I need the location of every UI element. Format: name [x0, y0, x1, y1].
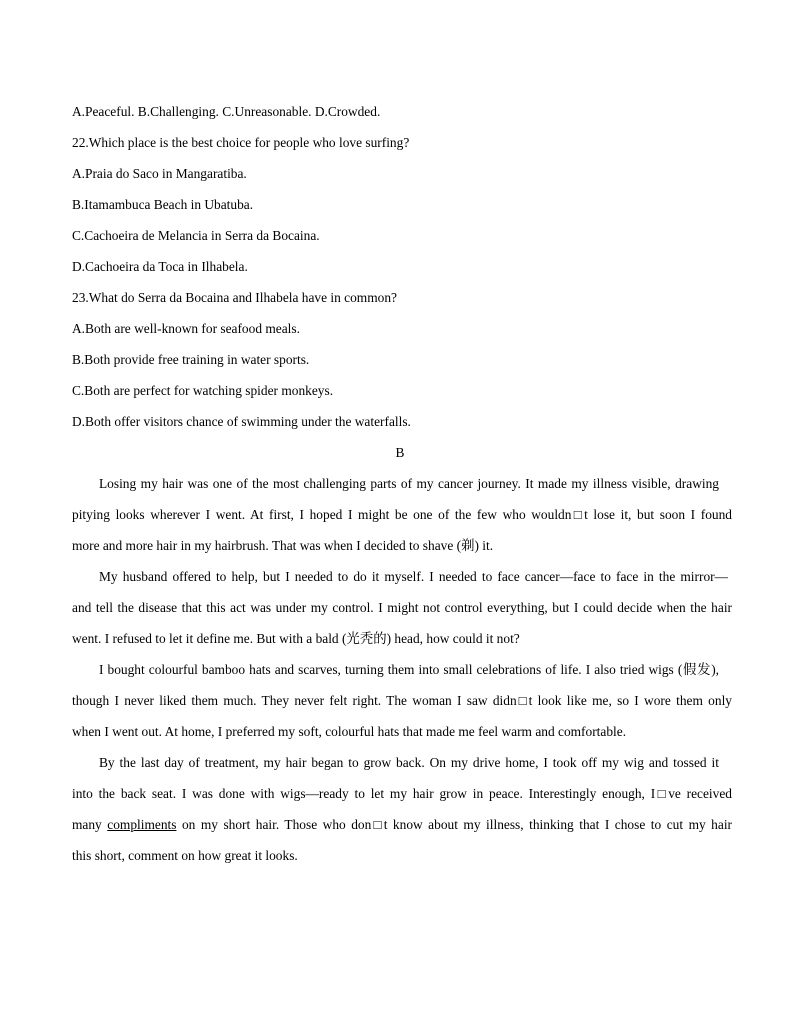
q23-option-c: C.Both are perfect for watching spider monkeys. [72, 383, 334, 398]
underlined-word-compliments: compliments [107, 817, 177, 832]
q23-question: 23.What do Serra da Bocaina and Ilhabela have in common? [72, 290, 397, 305]
q22-question: 22.Which place is the best choice for people who love surfing? [72, 135, 410, 150]
passage-p3-line3: when I went out. At home, I preferred my soft, colourful hats that made me feel warm and comfortable. [72, 724, 627, 739]
q23-option-a: A.Both are well-known for seafood meals. [72, 321, 300, 336]
passage-p4-line1: By the last day of treatment, my hair began to grow back. On my drive home, I took off my wig and tossed it [99, 755, 719, 770]
passage-p4-line2: into the back seat. I was done with wigs—ready to let my hair grow in peace. Interestingly enough, I□ve received [72, 786, 732, 801]
q22-option-a: A.Praia do Saco in Mangaratiba. [72, 166, 247, 181]
section-heading: B [395, 445, 405, 460]
passage-p2-line2: and tell the disease that this act was under my control. I might not control everything, but I could decide when the hair [72, 600, 732, 615]
q22-option-c: C.Cachoeira de Melancia in Serra da Bocaina. [72, 228, 320, 243]
passage-p1-line3: more and more hair in my hairbrush. That was when I decided to shave (剃) it. [72, 538, 494, 553]
passage-p4-line3-start: many [72, 817, 108, 832]
passage-p4-line4: this short, comment on how great it looks. [72, 848, 298, 863]
passage-p3-line2: though I never liked them much. They never felt right. The woman I saw didn□t look like me, so I wore them only [72, 693, 732, 708]
passage-p2-line3: went. I refused to let it define me. But with a bald (光秃的) head, how could it not? [72, 631, 520, 646]
q21-options: A.Peaceful. B.Challenging. C.Unreasonable. D.Crowded. [72, 104, 381, 119]
passage-p3-line1: I bought colourful bamboo hats and scarves, turning them into small celebrations of life. I also tried wigs (假发), [99, 662, 719, 677]
q22-option-b: B.Itamambuca Beach in Ubatuba. [72, 197, 254, 212]
passage-p1-line2: pitying looks wherever I went. At first, I hoped I might be one of the few who wouldn□t lose it, but soon I found [72, 507, 732, 522]
passage-p4-line3-end: on my short hair. Those who don□t know about my illness, thinking that I chose to cut my hair [176, 817, 732, 832]
passage-p1-line1: Losing my hair was one of the most challenging parts of my cancer journey. It made my illness visible, drawing [99, 476, 719, 491]
passage-p4-line3 [72, 816, 732, 834]
q23-option-b: B.Both provide free training in water sports. [72, 352, 310, 367]
q23-option-d: D.Both offer visitors chance of swimming under the waterfalls. [72, 414, 411, 429]
q22-option-d: D.Cachoeira da Toca in Ilhabela. [72, 259, 248, 274]
passage-p2-line1: My husband offered to help, but I needed to do it myself. I needed to face cancer—face to face in the mirror— [99, 569, 728, 584]
